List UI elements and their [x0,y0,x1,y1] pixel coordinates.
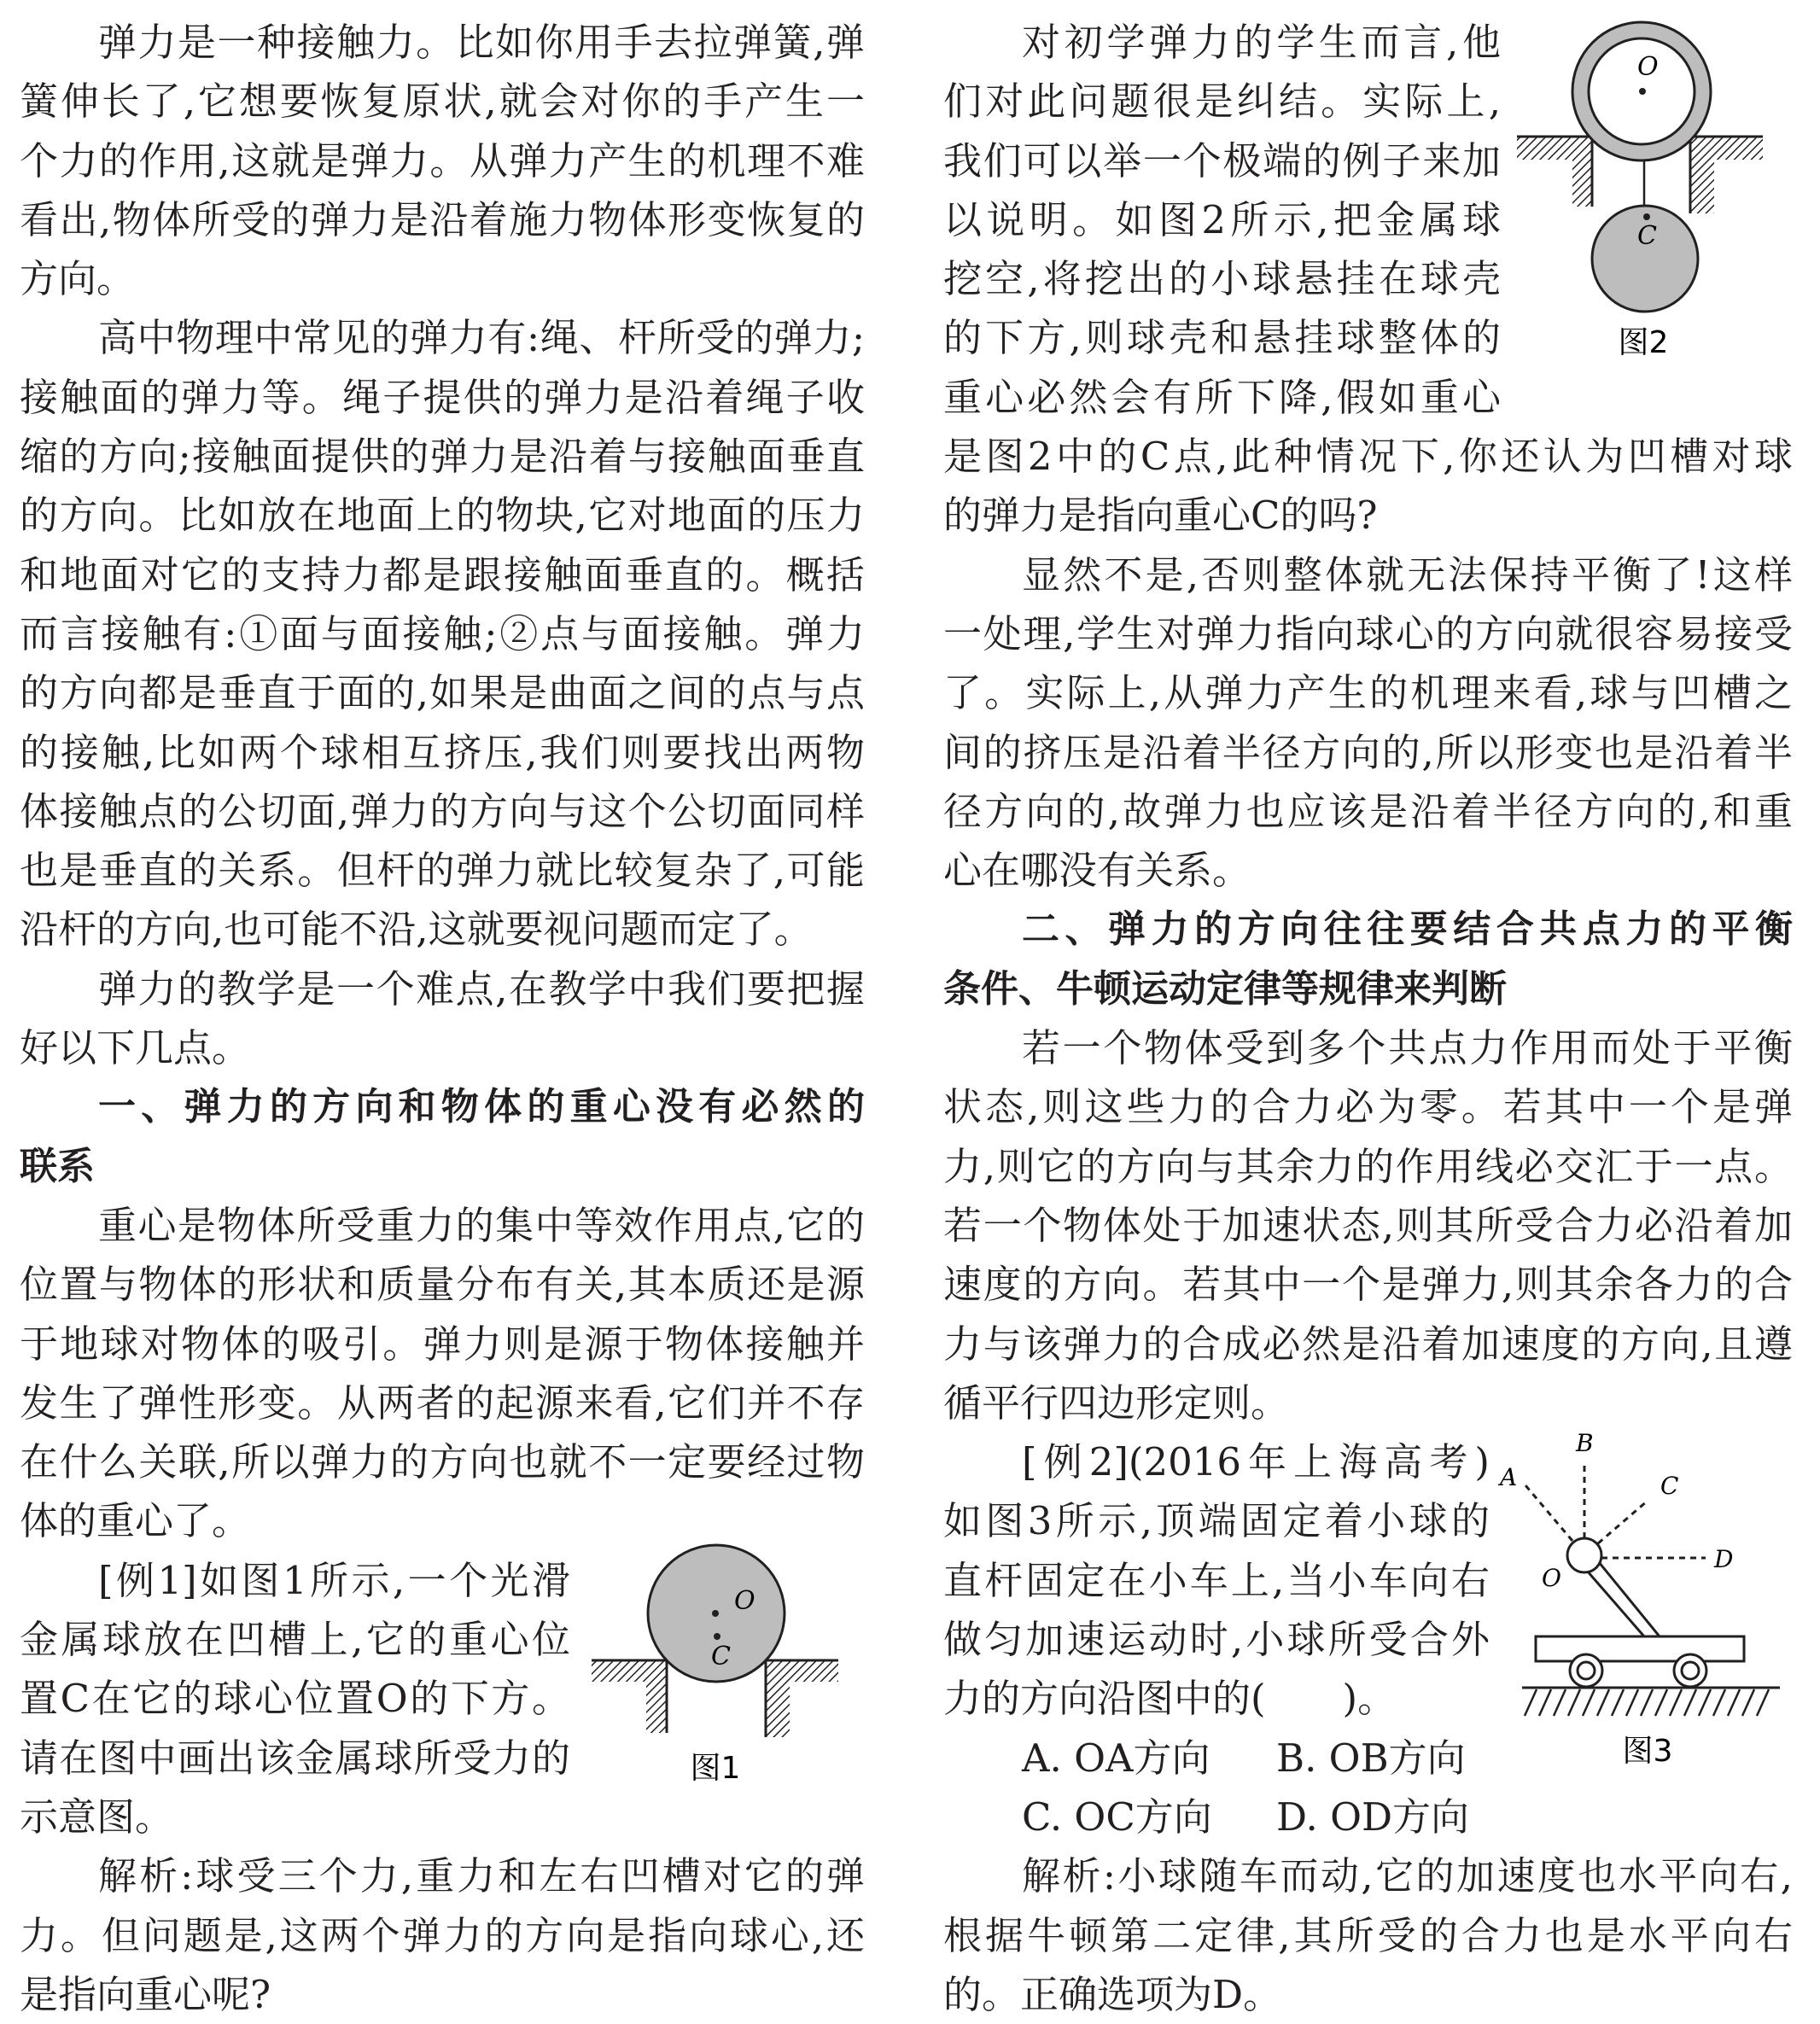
label-d: D [1714,1545,1734,1573]
ground-hatch-stroke [1684,1689,1696,1716]
text-line: 置C在它的球心位置O的下方。 [20,1676,570,1722]
text-line: 直杆固定在小车上,当小车向右 [943,1557,1490,1603]
text-line: [例2](2016年上海高考) [1022,1439,1490,1485]
text-line: 力,则它的方向与其余力的作用线必交汇于一点。 [943,1143,1793,1189]
text-line: 的下方,则球壳和悬挂球整体的 [943,315,1501,361]
label-o: O [734,1586,755,1616]
ground-hatch-stroke [1713,1689,1725,1716]
label-o: O [1542,1564,1561,1592]
figure-1 [592,1545,838,1786]
label-c: C [1660,1472,1679,1500]
text-line: 联系 [20,1144,95,1188]
figure-3 [1497,1429,1780,1769]
gravity-center-dot [714,1633,720,1640]
left-groove-ledge [592,1660,667,1733]
text-line: 方向。 [20,256,136,302]
text-line: 解析:小球随车而动,它的加速度也水平向右, [1022,1853,1793,1899]
text-line: 做匀加速运动时,小球所受合外 [943,1617,1490,1663]
text-line: [例1]如图1所示,一个光滑 [98,1557,570,1603]
text-line: 对初学弹力的学生而言,他 [1022,20,1501,65]
ground-hatch-stroke [1583,1689,1595,1716]
text-line: 好以下几点。 [20,1025,251,1071]
text-line: 接触面的弹力等。绳子提供的弹力是沿着绳子收 [20,374,865,420]
text-line: 若一个物体处于加速状态,则其所受合力必沿着加 [943,1202,1793,1248]
text-line: 也是垂直的关系。但杆的弹力就比较复杂了,可能 [20,848,865,894]
answer-option: B. OB方向 [1276,1735,1466,1781]
text-line: 循平行四边形定则。 [943,1379,1290,1426]
text-line: 力与该弹力的合成必然是沿着加速度的方向,且遵 [943,1321,1793,1367]
text-line: 簧伸长了,它想要恢复原状,就会对你的手产生一 [20,79,865,125]
text-line: 间的挤压是沿着半径方向的,所以形变也是沿着半 [943,729,1793,775]
text-line: 一处理,学生对弹力指向球心的方向就很容易接受 [943,610,1793,656]
ground-hatch-stroke [1641,1689,1653,1716]
text-line: 二、弹力的方向往往要结合共点力的平衡 [1022,907,1793,952]
text-line: 是图2中的C点,此种情况下,你还认为凹槽对球 [943,434,1793,480]
text-line: 们对此问题很是纠结。实际上, [943,79,1501,125]
text-line: 我们可以举一个极端的例子来加 [943,137,1501,184]
figure-1-caption: 图1 [690,1751,741,1786]
label-c: C [1637,221,1657,251]
text-line: 示意图。 [20,1794,174,1840]
label-b: B [1576,1429,1594,1457]
text-line: 于地球对物体的吸引。弹力则是源于物体接触并 [20,1321,865,1367]
ground-hatch-stroke [1554,1689,1566,1716]
left-groove-ledge [1517,137,1592,207]
text-line: 显然不是,否则整体就无法保持平衡了!这样 [1022,551,1793,598]
answer-option: C. OC方向 [1022,1794,1212,1840]
text-line: 位置与物体的形状和质量分布有关,其本质还是源 [20,1262,865,1308]
text-line: 缩的方向;接触面提供的弹力是沿着与接触面垂直 [20,434,865,480]
right-groove-ledge [766,1660,838,1737]
text-line: 若一个物体受到多个共点力作用而处于平衡 [1022,1025,1793,1071]
text-line: 在什么关联,所以弹力的方向也就不一定要经过物 [20,1439,865,1485]
text-line: 的接触,比如两个球相互挤压,我们则要找出两物 [20,729,865,775]
figure-3-caption: 图3 [1622,1734,1673,1769]
direction-oa [1525,1485,1572,1541]
ground-hatch-stroke [1612,1689,1624,1716]
text-line: 力的方向沿图中的( )。 [943,1676,1397,1722]
text-line: 个力的作用,这就是弹力。从弹力产生的机理不难 [20,137,865,184]
rod [1587,1562,1660,1636]
ground-hatch-stroke [1742,1689,1754,1716]
text-line: 请在图中画出该金属球所受力的 [20,1735,570,1781]
label-a: A [1500,1463,1518,1491]
text-line: 的弹力是指向重心C的吗? [943,493,1378,539]
text-line: 金属球放在凹槽上,它的重心位 [20,1617,570,1663]
text-line: 以说明。如图2所示,把金属球 [943,196,1501,242]
figure-2 [1517,22,1763,360]
text-line: 根据牛顿第二定律,其所受的合力也是水平向右 [943,1912,1793,1958]
text-line: 而言接触有:①面与面接触;②点与面接触。弹力 [20,610,865,656]
text-line: 是指向重心呢? [20,1971,271,2017]
label-o: O [1637,52,1659,82]
center-dot [712,1610,719,1617]
center-dot [1639,88,1646,95]
text-line: 和地面对它的支持力都是跟接触面垂直的。概括 [20,551,865,598]
text-line: 挖空,将挖出的小球悬挂在球壳 [943,256,1501,302]
text-line: 心在哪没有关系。 [943,848,1251,894]
text-line: 速度的方向。若其中一个是弹力,则其余各力的合 [943,1262,1793,1308]
ground-hatch-stroke [1757,1689,1769,1716]
direction-oc [1598,1501,1648,1543]
ground-hatch-stroke [1539,1689,1551,1716]
ground-hatch-stroke [1626,1689,1638,1716]
text-line: 条件、牛顿运动定律等规律来判断 [943,966,1507,1011]
label-c: C [711,1642,731,1671]
text-line: 看出,物体所受的弹力是沿着施力物体形变恢复的 [20,196,865,242]
text-line: 弹力是一种接触力。比如你用手去拉弹簧,弹 [98,20,865,65]
text-line: 力。但问题是,这两个弹力的方向是指向球心,还 [20,1912,865,1958]
text-line: 的方向。比如放在地面上的物块,它对地面的压力 [20,493,865,539]
text-line: 的。正确选项为D。 [943,1971,1282,2017]
text-line: 弹力的教学是一个难点,在教学中我们要把握 [98,965,865,1012]
ground-hatch-stroke [1568,1689,1580,1716]
text-line: 一、弹力的方向和物体的重心没有必然的 [98,1085,865,1129]
text-line: 状态,则这些力的合力必为零。若其中一个是弹 [943,1084,1793,1130]
text-line: 沿杆的方向,也可能不沿,这就要视问题而定了。 [20,907,813,953]
text-line: 重心必然会有所下降,假如重心 [943,374,1501,420]
ground-hatch-stroke [1655,1689,1667,1716]
text-line: 体的重心了。 [20,1498,251,1544]
text-line: 了。实际上,从弹力产生的机理来看,球与凹槽之 [943,670,1793,716]
ground-hatch-stroke [1699,1689,1711,1716]
text-line: 高中物理中常见的弹力有:绳、杆所受的弹力; [98,315,865,361]
text-line: 的方向都是垂直于面的,如果是曲面之间的点与点 [20,670,865,716]
right-groove-ledge [1690,137,1763,213]
answer-option: A. OA方向 [1022,1735,1210,1781]
figure-2-caption: 图2 [1618,325,1669,360]
text-line: 解析:球受三个力,重力和左右凹槽对它的弹 [98,1853,865,1899]
gravity-center-dot [1643,213,1650,220]
small-ball [1567,1538,1601,1572]
ground-hatch-stroke [1525,1689,1537,1716]
answer-option: D. OD方向 [1276,1794,1470,1840]
text-line: 体接触点的公切面,弹力的方向与这个公切面同样 [20,788,865,834]
ground-hatch-stroke [1670,1689,1682,1716]
text-line: 发生了弹性形变。从两者的起源来看,它们并不存 [20,1379,865,1426]
ground-hatch-stroke [1597,1689,1609,1716]
text-line: 如图3所示,顶端固定着小球的 [943,1498,1490,1544]
text-line: 重心是物体所受重力的集中等效作用点,它的 [98,1202,865,1248]
ground-hatch-stroke [1728,1689,1740,1716]
text-line: 径方向的,故弹力也应该是沿着半径方向的,和重 [943,788,1793,834]
cart-body [1536,1636,1744,1661]
